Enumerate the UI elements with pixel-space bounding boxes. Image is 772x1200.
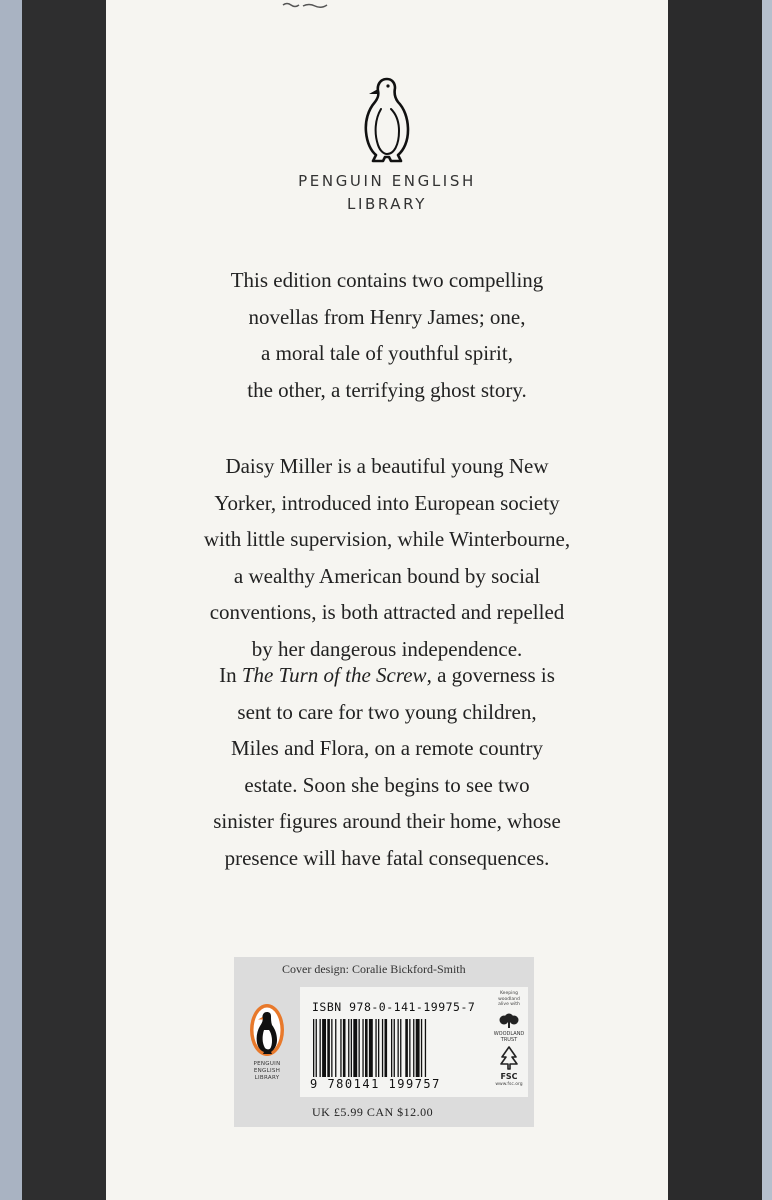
blurb-line: with little supervision, while Winterbourne, xyxy=(203,527,571,551)
barcode-bar xyxy=(351,1019,352,1077)
barcode-bar xyxy=(413,1019,414,1077)
price-text: UK £5.99 CAN $12.00 xyxy=(312,1105,434,1119)
left-page-edge xyxy=(0,0,22,1200)
barcode-icon xyxy=(312,1019,478,1077)
blurb-paragraph-2 xyxy=(126,448,648,667)
barcode-bar xyxy=(398,1019,399,1077)
barcode-bar xyxy=(400,1019,401,1077)
barcode-bar xyxy=(313,1019,314,1077)
cover-design-credit: Cover design: Coralie Bickford-Smith xyxy=(282,962,466,976)
blurb-line: sent to care for two young children, xyxy=(237,699,537,724)
blurb-line: estate. Soon she begins to see two xyxy=(244,772,530,797)
blurb-line xyxy=(126,657,648,694)
barcode-bar xyxy=(348,1019,349,1077)
barcode-bar xyxy=(391,1019,392,1077)
barcode-label xyxy=(234,957,534,1127)
blurb-line: by her dangerous independence. xyxy=(251,636,523,661)
caption-line: ENGLISH xyxy=(253,1068,281,1074)
isbn-text: ISBN 978-0-141-19975-7 xyxy=(312,1000,476,1014)
woodland-trust-logo-icon xyxy=(498,1013,520,1029)
imprint-line-1: PENGUIN ENGLISH xyxy=(298,172,476,190)
barcode-bar xyxy=(343,1019,346,1077)
barcode-bar xyxy=(409,1019,410,1077)
barcode-bar xyxy=(378,1019,379,1077)
blurb-line: sinister figures around their home, whose xyxy=(213,809,561,833)
woodland-label-line: WOODLAND xyxy=(493,1031,525,1037)
fsc-label: FSC xyxy=(500,1072,518,1081)
right-dark-border xyxy=(668,0,762,1200)
woodland-text-line: Keeping xyxy=(499,991,519,996)
barcode-bar xyxy=(362,1019,363,1077)
back-cover-panel xyxy=(106,0,668,1200)
blurb-line: conventions, is both attracted and repelled xyxy=(209,600,565,624)
barcode-bar xyxy=(365,1019,368,1077)
blurb-suffix: , a governess is xyxy=(426,663,555,687)
blurb-line: This edition contains two compelling xyxy=(230,268,544,292)
barcode-bar xyxy=(421,1019,422,1077)
fsc-website: www.fsc.org xyxy=(495,1082,523,1087)
blurb-line: presence will have fatal consequences. xyxy=(224,845,550,870)
imprint-line-2: LIBRARY xyxy=(347,195,427,213)
barcode-bar xyxy=(353,1019,357,1077)
fsc-tree-logo-icon xyxy=(498,1045,520,1071)
barcode-bar xyxy=(416,1019,420,1077)
caption-line: LIBRARY xyxy=(254,1075,280,1081)
blurb-line: Daisy Miller is a beautiful young New xyxy=(225,454,549,478)
barcode-bar xyxy=(340,1019,341,1077)
blurb-line: a moral tale of youthful spirit, xyxy=(261,341,513,365)
barcode-bar xyxy=(359,1019,360,1077)
blurb-line: Yorker, introduced into European society xyxy=(214,490,560,515)
woodland-label-line: TRUST xyxy=(500,1037,518,1043)
small-logo-caption xyxy=(240,1061,294,1082)
barcode-bar xyxy=(382,1019,383,1077)
woodland-trust-label xyxy=(490,1031,528,1043)
barcode-bar xyxy=(369,1019,373,1077)
barcode-bar xyxy=(320,1019,321,1077)
barcode-bar xyxy=(316,1019,317,1077)
barcode-bar xyxy=(335,1019,336,1077)
barcode-bar xyxy=(405,1019,408,1077)
blurb-line: Miles and Flora, on a remote country xyxy=(230,736,543,760)
right-page-edge xyxy=(762,0,772,1200)
top-scribble-mark xyxy=(281,0,341,10)
novella-title: The Turn of the Screw xyxy=(241,663,427,687)
blurb-line: the other, a terrifying ghost story. xyxy=(247,377,527,402)
barcode-bar xyxy=(322,1019,326,1077)
left-dark-border xyxy=(22,0,106,1200)
barcode-bar xyxy=(425,1019,426,1077)
penguin-logo-icon xyxy=(361,75,413,167)
barcode-bar xyxy=(327,1019,330,1077)
woodland-text-line: alive with xyxy=(498,1002,520,1007)
barcode-number: 9 780141 199757 xyxy=(310,1077,441,1091)
caption-line: PENGUIN xyxy=(253,1061,281,1067)
barcode-bar xyxy=(385,1019,388,1077)
woodland-trust-text xyxy=(492,991,526,1008)
woodland-text-line: woodland xyxy=(498,996,520,1002)
blurb-line: a wealthy American bound by social xyxy=(233,563,541,588)
blurb-paragraph-1 xyxy=(126,262,648,408)
barcode-bar xyxy=(375,1019,376,1077)
barcode-bar xyxy=(394,1019,395,1077)
blurb-paragraph-3 xyxy=(126,657,648,876)
blurb-prefix: In xyxy=(219,663,242,687)
blurb-line: novellas from Henry James; one, xyxy=(248,304,526,329)
barcode-bar xyxy=(331,1019,332,1077)
